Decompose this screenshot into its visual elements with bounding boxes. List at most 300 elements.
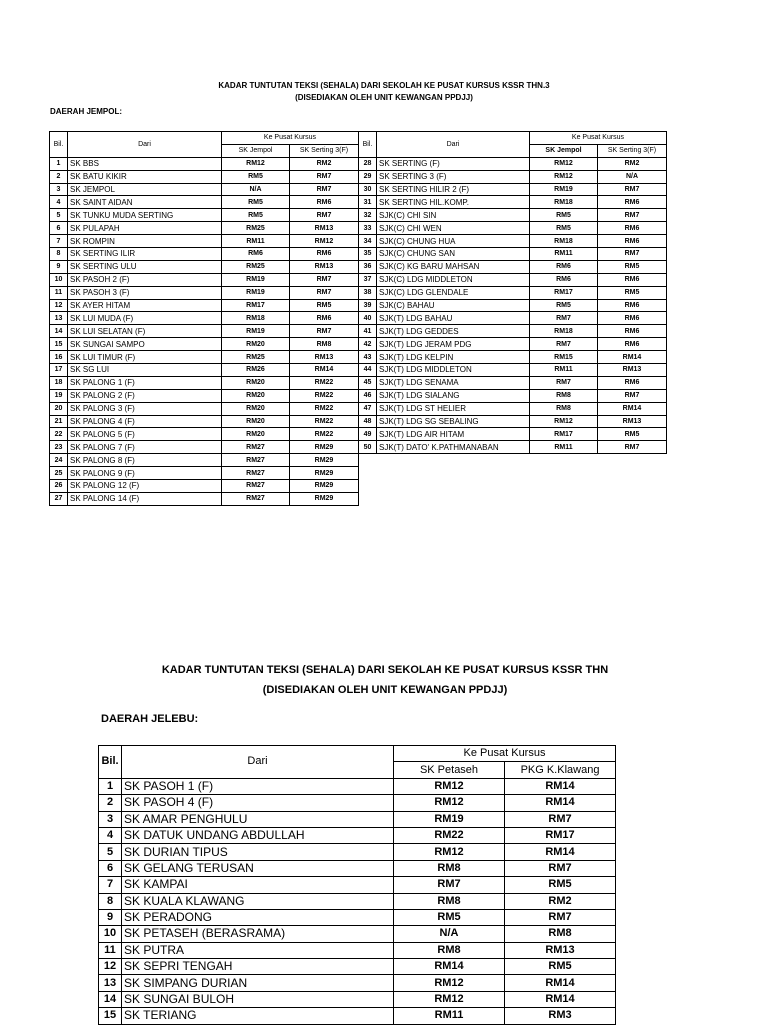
- table-row: [50, 415, 359, 428]
- row-rate-col2: RM6: [598, 273, 667, 286]
- row-school-name: SK LUI SELATAN (F): [68, 325, 222, 338]
- row-rate-col1: RM5: [222, 209, 290, 222]
- row-school-name: SJK(T) LDG JERAM PDG: [377, 338, 530, 351]
- row-school-name: SK DATUK UNDANG ABDULLAH: [122, 827, 394, 843]
- row-rate-col1: RM17: [530, 428, 598, 441]
- header-bil: Bil.: [50, 132, 68, 158]
- table-row: [99, 909, 616, 925]
- row-school-name: SJK(T) LDG SIALANG: [377, 389, 530, 402]
- table-row: [50, 209, 359, 222]
- row-bil: 5: [50, 209, 68, 222]
- row-school-name: SK ROMPIN: [68, 235, 222, 248]
- row-rate-col1: RM8: [394, 860, 505, 876]
- row-rate-col1: RM26: [222, 364, 290, 377]
- row-rate-col2: RM13: [598, 415, 667, 428]
- row-bil: 4: [99, 827, 122, 843]
- row-rate-col2: RM5: [598, 286, 667, 299]
- row-bil: 8: [99, 893, 122, 909]
- row-bil: 35: [359, 248, 377, 261]
- row-bil: 33: [359, 222, 377, 235]
- row-bil: 10: [50, 273, 68, 286]
- row-rate-col2: RM14: [290, 364, 359, 377]
- row-rate-col2: RM7: [598, 248, 667, 261]
- row-rate-col2: RM7: [598, 389, 667, 402]
- row-bil: 16: [50, 351, 68, 364]
- row-rate-col1: RM7: [530, 338, 598, 351]
- row-bil: 2: [50, 170, 68, 183]
- row-rate-col1: RM25: [222, 351, 290, 364]
- table-row: [359, 248, 667, 261]
- row-rate-col1: RM12: [530, 170, 598, 183]
- row-rate-col2: N/A: [598, 170, 667, 183]
- row-rate-col1: RM19: [222, 286, 290, 299]
- row-rate-col1: RM22: [394, 827, 505, 843]
- row-rate-col2: RM7: [505, 811, 616, 827]
- row-rate-col1: RM17: [530, 286, 598, 299]
- table-row: [359, 273, 667, 286]
- row-rate-col2: RM7: [598, 209, 667, 222]
- table-row: [99, 795, 616, 811]
- row-school-name: SK BATU KIKIR: [68, 170, 222, 183]
- row-bil: 11: [50, 286, 68, 299]
- table-row: [99, 991, 616, 1007]
- jempol-table-right: [358, 131, 667, 454]
- row-rate-col2: RM5: [290, 299, 359, 312]
- row-rate-col1: RM12: [530, 157, 598, 170]
- row-rate-col2: RM14: [598, 402, 667, 415]
- table-row: [359, 389, 667, 402]
- row-bil: 42: [359, 338, 377, 351]
- row-bil: 36: [359, 260, 377, 273]
- row-rate-col1: RM27: [222, 492, 290, 505]
- row-bil: 6: [50, 222, 68, 235]
- row-rate-col2: RM22: [290, 402, 359, 415]
- row-rate-col1: RM27: [222, 480, 290, 493]
- row-rate-col1: RM7: [530, 312, 598, 325]
- row-rate-col2: RM13: [290, 351, 359, 364]
- table-row: [359, 196, 667, 209]
- row-rate-col2: RM29: [290, 480, 359, 493]
- row-school-name: SJK(T) LDG ST HELIER: [377, 402, 530, 415]
- row-bil: 48: [359, 415, 377, 428]
- row-rate-col2: RM7: [290, 286, 359, 299]
- row-rate-col1: RM12: [394, 844, 505, 860]
- row-school-name: SK SERTING HILIR 2 (F): [377, 183, 530, 196]
- section1-title-line1: KADAR TUNTUTAN TEKSI (SEHALA) DARI SEKOLAH KE PUSAT KURSUS KSSR THN.3: [218, 81, 550, 90]
- row-rate-col2: RM13: [505, 942, 616, 958]
- row-rate-col2: RM6: [290, 312, 359, 325]
- table-row: [99, 827, 616, 843]
- table-row: [50, 196, 359, 209]
- row-school-name: SK TUNKU MUDA SERTING: [68, 209, 222, 222]
- row-rate-col1: RM12: [394, 991, 505, 1007]
- header-ke-pusat-kursus: Ke Pusat Kursus: [530, 132, 667, 145]
- row-school-name: SK SG LUI: [68, 364, 222, 377]
- row-rate-col2: RM7: [598, 441, 667, 454]
- row-bil: 27: [50, 492, 68, 505]
- row-school-name: SJK(C) CHUNG HUA: [377, 235, 530, 248]
- row-bil: 21: [50, 415, 68, 428]
- row-bil: 44: [359, 364, 377, 377]
- row-rate-col2: RM29: [290, 454, 359, 467]
- row-bil: 22: [50, 428, 68, 441]
- header-col2: SK Serting 3(F): [290, 144, 359, 157]
- row-rate-col2: RM7: [290, 273, 359, 286]
- table-row: [359, 157, 667, 170]
- row-rate-col2: RM6: [598, 338, 667, 351]
- row-bil: 8: [50, 248, 68, 261]
- row-school-name: SK SERTING HIL.KOMP.: [377, 196, 530, 209]
- row-bil: 12: [99, 959, 122, 975]
- row-rate-col2: RM29: [290, 441, 359, 454]
- table-row: [50, 325, 359, 338]
- table-row: [50, 454, 359, 467]
- header-col1: SK Petaseh: [394, 762, 505, 778]
- row-bil: 3: [50, 183, 68, 196]
- row-rate-col1: RM19: [222, 273, 290, 286]
- row-rate-col1: RM12: [394, 795, 505, 811]
- row-rate-col1: RM12: [530, 415, 598, 428]
- row-school-name: SK PALONG 1 (F): [68, 376, 222, 389]
- row-rate-col1: RM8: [530, 402, 598, 415]
- table-row: [50, 222, 359, 235]
- row-bil: 9: [99, 909, 122, 925]
- row-rate-col2: RM13: [598, 364, 667, 377]
- row-rate-col1: RM20: [222, 415, 290, 428]
- row-rate-col1: RM8: [394, 893, 505, 909]
- row-bil: 24: [50, 454, 68, 467]
- row-rate-col1: RM25: [222, 222, 290, 235]
- row-rate-col1: RM7: [394, 877, 505, 893]
- row-school-name: SK KUALA KLAWANG: [122, 893, 394, 909]
- table-row: [359, 299, 667, 312]
- row-bil: 4: [50, 196, 68, 209]
- row-rate-col1: RM20: [222, 338, 290, 351]
- row-rate-col1: N/A: [222, 183, 290, 196]
- row-rate-col2: RM13: [290, 222, 359, 235]
- row-school-name: SK SUNGAI SAMPO: [68, 338, 222, 351]
- row-bil: 49: [359, 428, 377, 441]
- row-rate-col2: RM17: [505, 827, 616, 843]
- table-row: [50, 157, 359, 170]
- row-rate-col1: RM19: [530, 183, 598, 196]
- row-rate-col2: RM14: [505, 975, 616, 991]
- row-rate-col1: RM12: [394, 778, 505, 794]
- row-rate-col2: RM6: [598, 222, 667, 235]
- table-row: [99, 975, 616, 991]
- row-school-name: SK SERTING ULU: [68, 260, 222, 273]
- table-row: [359, 325, 667, 338]
- row-bil: 34: [359, 235, 377, 248]
- table-row: [359, 364, 667, 377]
- row-bil: 18: [50, 376, 68, 389]
- row-rate-col2: RM22: [290, 376, 359, 389]
- row-school-name: SK JEMPOL: [68, 183, 222, 196]
- header-ke-pusat-kursus: Ke Pusat Kursus: [222, 132, 359, 145]
- row-rate-col2: RM8: [505, 926, 616, 942]
- row-bil: 14: [50, 325, 68, 338]
- row-rate-col2: RM12: [290, 235, 359, 248]
- row-school-name: SK PASOH 4 (F): [122, 795, 394, 811]
- row-bil: 41: [359, 325, 377, 338]
- row-rate-col1: RM19: [394, 811, 505, 827]
- row-bil: 40: [359, 312, 377, 325]
- table-row: [50, 364, 359, 377]
- row-rate-col1: RM5: [222, 170, 290, 183]
- row-bil: 1: [50, 157, 68, 170]
- row-school-name: SK PUTRA: [122, 942, 394, 958]
- row-rate-col2: RM6: [598, 325, 667, 338]
- table-row: [359, 338, 667, 351]
- row-bil: 12: [50, 299, 68, 312]
- row-rate-col2: RM6: [598, 376, 667, 389]
- row-rate-col2: RM7: [598, 183, 667, 196]
- row-school-name: SK PASOH 3 (F): [68, 286, 222, 299]
- row-rate-col2: RM7: [290, 209, 359, 222]
- table-row: [99, 959, 616, 975]
- row-rate-col2: RM2: [598, 157, 667, 170]
- row-school-name: SJK(C) CHI WEN: [377, 222, 530, 235]
- table-row: [359, 183, 667, 196]
- row-rate-col1: RM27: [222, 454, 290, 467]
- row-rate-col2: RM22: [290, 389, 359, 402]
- table-row: [50, 351, 359, 364]
- row-rate-col2: RM5: [505, 877, 616, 893]
- row-bil: 25: [50, 467, 68, 480]
- row-bil: 3: [99, 811, 122, 827]
- row-bil: 7: [99, 877, 122, 893]
- row-school-name: SK TERIANG: [122, 1008, 394, 1024]
- row-bil: 37: [359, 273, 377, 286]
- row-rate-col1: RM14: [394, 959, 505, 975]
- table-row: [359, 286, 667, 299]
- row-rate-col1: RM5: [394, 909, 505, 925]
- header-col2: PKG K.Klawang: [505, 762, 616, 778]
- row-school-name: SK PETASEH (BERASRAMA): [122, 926, 394, 942]
- table-row: [50, 248, 359, 261]
- row-school-name: SJK(C) KG BARU MAHSAN: [377, 260, 530, 273]
- row-bil: 15: [50, 338, 68, 351]
- table-row: [359, 170, 667, 183]
- row-rate-col1: RM5: [530, 222, 598, 235]
- row-rate-col1: RM5: [530, 299, 598, 312]
- row-bil: 31: [359, 196, 377, 209]
- table-row: [99, 860, 616, 876]
- row-rate-col1: RM20: [222, 402, 290, 415]
- table-row: [359, 351, 667, 364]
- row-rate-col1: RM8: [394, 942, 505, 958]
- row-rate-col1: RM25: [222, 260, 290, 273]
- row-rate-col1: RM5: [222, 196, 290, 209]
- table-row: [50, 402, 359, 415]
- header-col2: SK Serting 3(F): [598, 144, 667, 157]
- section2-title: [150, 660, 620, 700]
- table-row: [50, 492, 359, 505]
- row-bil: 17: [50, 364, 68, 377]
- row-bil: 9: [50, 260, 68, 273]
- row-school-name: SK SERTING (F): [377, 157, 530, 170]
- row-rate-col2: RM14: [598, 351, 667, 364]
- row-school-name: SK PALONG 14 (F): [68, 492, 222, 505]
- row-school-name: SJK(T) DATO' K.PATHMANABAN: [377, 441, 530, 454]
- table-row: [50, 441, 359, 454]
- row-school-name: SJK(T) LDG KELPIN: [377, 351, 530, 364]
- row-school-name: SK PALONG 12 (F): [68, 480, 222, 493]
- table-row: [99, 778, 616, 794]
- row-rate-col1: RM19: [222, 325, 290, 338]
- table-row: [359, 312, 667, 325]
- row-bil: 11: [99, 942, 122, 958]
- row-school-name: SK PERADONG: [122, 909, 394, 925]
- header-dari: Dari: [68, 132, 222, 158]
- table-row: [99, 926, 616, 942]
- row-school-name: SK PALONG 8 (F): [68, 454, 222, 467]
- header-bil: Bil.: [359, 132, 377, 158]
- row-rate-col2: RM7: [290, 325, 359, 338]
- row-rate-col1: RM18: [530, 235, 598, 248]
- row-school-name: SK PALONG 2 (F): [68, 389, 222, 402]
- row-rate-col2: RM6: [598, 312, 667, 325]
- row-school-name: SK SAINT AIDAN: [68, 196, 222, 209]
- row-rate-col2: RM29: [290, 467, 359, 480]
- row-school-name: SK PALONG 4 (F): [68, 415, 222, 428]
- row-rate-col1: RM12: [222, 157, 290, 170]
- table-row: [99, 811, 616, 827]
- row-school-name: SK AMAR PENGHULU: [122, 811, 394, 827]
- row-school-name: SK LUI TIMUR (F): [68, 351, 222, 364]
- row-rate-col1: RM11: [530, 364, 598, 377]
- row-rate-col2: RM29: [290, 492, 359, 505]
- row-bil: 32: [359, 209, 377, 222]
- row-bil: 47: [359, 402, 377, 415]
- row-rate-col2: RM5: [598, 260, 667, 273]
- table-row: [99, 893, 616, 909]
- section2-title-line1: KADAR TUNTUTAN TEKSI (SEHALA) DARI SEKOLAH KE PUSAT KURSUS KSSR THN: [161, 664, 609, 676]
- table-row: [99, 844, 616, 860]
- row-rate-col1: RM11: [530, 248, 598, 261]
- table-row: [99, 942, 616, 958]
- table-row: [359, 222, 667, 235]
- row-rate-col1: RM27: [222, 441, 290, 454]
- row-rate-col1: RM27: [222, 467, 290, 480]
- row-school-name: SJK(T) LDG AIR HITAM: [377, 428, 530, 441]
- row-bil: 46: [359, 389, 377, 402]
- row-rate-col1: RM6: [530, 273, 598, 286]
- row-school-name: SK PULAPAH: [68, 222, 222, 235]
- table-row: [50, 183, 359, 196]
- table-row: [50, 480, 359, 493]
- table-row: [359, 209, 667, 222]
- row-rate-col2: RM7: [505, 909, 616, 925]
- table-row: [359, 402, 667, 415]
- row-rate-col1: RM12: [394, 975, 505, 991]
- row-rate-col1: RM11: [394, 1008, 505, 1024]
- row-rate-col1: RM11: [530, 441, 598, 454]
- table-row: [359, 441, 667, 454]
- table-row: [99, 1008, 616, 1024]
- row-school-name: SK PALONG 5 (F): [68, 428, 222, 441]
- row-bil: 50: [359, 441, 377, 454]
- row-bil: 28: [359, 157, 377, 170]
- row-bil: 1: [99, 778, 122, 794]
- row-rate-col1: RM8: [530, 389, 598, 402]
- row-rate-col2: RM22: [290, 415, 359, 428]
- row-school-name: SJK(T) LDG SG SEBALING: [377, 415, 530, 428]
- header-col1: SK Jempol: [222, 144, 290, 157]
- row-rate-col1: RM11: [222, 235, 290, 248]
- row-school-name: SK PALONG 9 (F): [68, 467, 222, 480]
- row-rate-col2: RM8: [290, 338, 359, 351]
- row-school-name: SJK(T) LDG SENAMA: [377, 376, 530, 389]
- row-bil: 19: [50, 389, 68, 402]
- row-school-name: SJK(C) CHI SIN: [377, 209, 530, 222]
- row-rate-col2: RM3: [505, 1008, 616, 1024]
- row-rate-col1: RM20: [222, 389, 290, 402]
- row-rate-col2: RM6: [290, 248, 359, 261]
- jelebu-table: [98, 745, 616, 1025]
- table-row: [359, 235, 667, 248]
- row-school-name: SK SEPRI TENGAH: [122, 959, 394, 975]
- row-rate-col2: RM6: [598, 235, 667, 248]
- row-rate-col1: RM20: [222, 376, 290, 389]
- row-school-name: SK BBS: [68, 157, 222, 170]
- row-bil: 15: [99, 1008, 122, 1024]
- row-bil: 5: [99, 844, 122, 860]
- row-bil: 45: [359, 376, 377, 389]
- row-school-name: SK SERTING 3 (F): [377, 170, 530, 183]
- table-row: [50, 467, 359, 480]
- row-school-name: SK AYER HITAM: [68, 299, 222, 312]
- row-rate-col2: RM7: [290, 183, 359, 196]
- row-bil: 43: [359, 351, 377, 364]
- row-bil: 39: [359, 299, 377, 312]
- section1-title-line2: (DISEDIAKAN OLEH UNIT KEWANGAN PPDJJ): [295, 93, 473, 102]
- row-rate-col2: RM14: [505, 778, 616, 794]
- row-school-name: SK DURIAN TIPUS: [122, 844, 394, 860]
- table-row: [50, 273, 359, 286]
- row-rate-col1: RM18: [530, 325, 598, 338]
- row-bil: 2: [99, 795, 122, 811]
- row-rate-col2: RM6: [290, 196, 359, 209]
- row-school-name: SK LUI MUDA (F): [68, 312, 222, 325]
- row-bil: 26: [50, 480, 68, 493]
- row-rate-col2: RM2: [290, 157, 359, 170]
- row-rate-col1: RM18: [530, 196, 598, 209]
- row-rate-col2: RM14: [505, 795, 616, 811]
- row-bil: 13: [50, 312, 68, 325]
- row-school-name: SK KAMPAI: [122, 877, 394, 893]
- row-bil: 38: [359, 286, 377, 299]
- row-rate-col1: RM17: [222, 299, 290, 312]
- table-row: [50, 260, 359, 273]
- header-ke-pusat-kursus: Ke Pusat Kursus: [394, 746, 616, 762]
- row-bil: 20: [50, 402, 68, 415]
- row-bil: 29: [359, 170, 377, 183]
- table-row: [50, 312, 359, 325]
- table-row: [50, 286, 359, 299]
- header-dari: Dari: [377, 132, 530, 158]
- row-rate-col2: RM14: [505, 991, 616, 1007]
- row-bil: 6: [99, 860, 122, 876]
- row-school-name: SJK(T) LDG BAHAU: [377, 312, 530, 325]
- row-school-name: SJK(C) BAHAU: [377, 299, 530, 312]
- header-col1: SK Jempol: [530, 144, 598, 157]
- row-bil: 30: [359, 183, 377, 196]
- table-row: [99, 877, 616, 893]
- row-rate-col1: RM5: [530, 209, 598, 222]
- row-school-name: SK PALONG 3 (F): [68, 402, 222, 415]
- row-rate-col2: RM7: [290, 170, 359, 183]
